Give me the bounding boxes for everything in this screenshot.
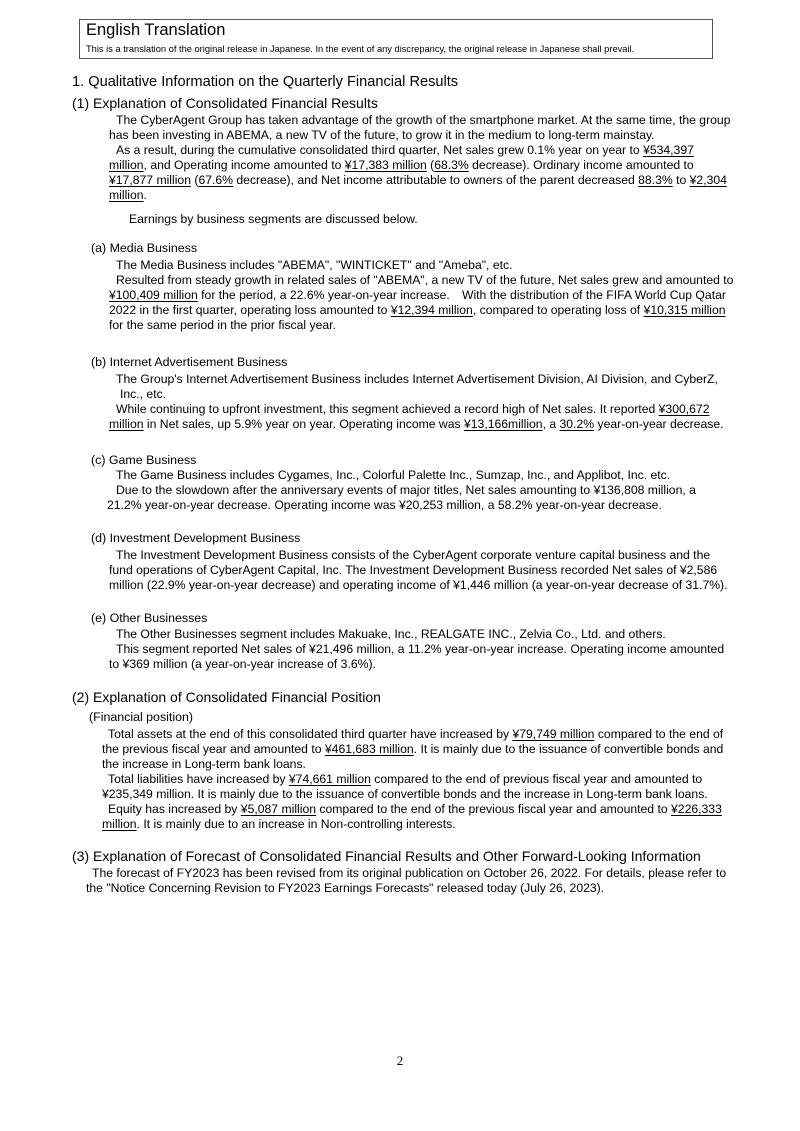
translation-notice-box <box>79 19 713 59</box>
para-line: million (22.9% year-on-year decrease) and operating income of ¥1,446 million (a year-on-year decrease of 31.7%). <box>109 578 728 592</box>
segment-heading-internet-ad: (b) Internet Advertisement Business <box>91 355 288 369</box>
para-line: to ¥369 million (a year-on-year increase of 3.6%). <box>109 657 376 671</box>
para-line: 2022 in the first quarter, operating loss amounted to ¥12,394 million, compared to operating loss of ¥10,315 million <box>109 303 726 317</box>
para-line: ¥235,349 million. It is mainly due to the issuance of convertible bonds and the increase in Long-term bank loans. <box>102 787 708 801</box>
operating-income-value: ¥17,383 million <box>344 158 427 172</box>
para-line: While continuing to upfront investment, this segment achieved a record high of Net sales. It reported ¥300,672 <box>116 402 710 416</box>
page-number: 2 <box>396 1053 404 1068</box>
para-line: This segment reported Net sales of ¥21,496 million, a 11.2% year-on-year increase. Operating income amounted <box>116 642 725 656</box>
para-line: for the same period in the prior fiscal year. <box>109 318 336 332</box>
para-line: The Other Businesses segment includes Makuake, Inc., REALGATE INC., Zelvia Co., Ltd. and others. <box>116 627 666 641</box>
subsection-heading-1: (1) Explanation of Consolidated Financial Results <box>72 95 378 111</box>
para-line: The CyberAgent Group has taken advantage of the growth of the smartphone market. At the same time, the group <box>116 113 731 127</box>
para-line: the "Notice Concerning Revision to FY2023 Earnings Forecasts" released today (July 26, 2023). <box>86 881 605 895</box>
segment-heading-investment: (d) Investment Development Business <box>91 531 301 545</box>
notice-title: English Translation <box>86 21 226 39</box>
para-line: ¥100,409 million for the period, a 22.6% year-on-year increase. With the distribution of the FIFA World Cup Qatar <box>109 288 726 302</box>
ordinary-income-value: ¥17,877 million <box>109 173 191 187</box>
financial-position-label: (Financial position) <box>89 710 193 724</box>
segments-intro: Earnings by business segments are discussed below. <box>129 212 418 226</box>
subsection-heading-3: (3) Explanation of Forecast of Consolidated Financial Results and Other Forward-Looking Information <box>72 848 701 864</box>
para-line: million. It is mainly due to an increase in Non-controlling interests. <box>102 817 456 831</box>
net-income-value: ¥2,304 <box>689 173 727 187</box>
para-line: Total assets at the end of this consolidated third quarter have increased by ¥79,749 million compared to the end of <box>108 727 724 741</box>
para-line: The forecast of FY2023 has been revised from its original publication on October 26, 2022. For details, please refer to <box>92 866 727 880</box>
segment-heading-other: (e) Other Businesses <box>91 611 208 625</box>
segment-heading-media: (a) Media Business <box>91 241 198 255</box>
para-line: As a result, during the cumulative consolidated third quarter, Net sales grew 0.1% year on year to ¥534,397 <box>116 143 694 157</box>
para-line: million, and Operating income amounted to ¥17,383 million (68.3% decrease). Ordinary income amounted to <box>109 158 694 172</box>
para-line: fund operations of CyberAgent Capital, Inc. The Investment Development Business recorded Net sales of ¥2,586 <box>109 563 718 577</box>
para-line: 21.2% year-on-year decrease. Operating income was ¥20,253 million, a 58.2% year-on-year decrease. <box>107 498 662 512</box>
para-line: Due to the slowdown after the anniversary events of major titles, Net sales amounting to ¥136,808 million, a <box>116 483 696 497</box>
para-line: the increase in Long-term bank loans. <box>102 757 306 771</box>
para-line: The Game Business includes Cygames, Inc., Colorful Palette Inc., Sumzap, Inc., and Applibot, Inc. etc. <box>116 468 671 482</box>
segment-heading-game: (c) Game Business <box>91 453 197 467</box>
para-line: million in Net sales, up 5.9% year on year. Operating income was ¥13,166million, a 30.2% year-on-year decrease. <box>109 417 724 431</box>
section-heading: 1. Qualitative Information on the Quarterly Financial Results <box>72 74 459 90</box>
para-line: million. <box>109 188 147 202</box>
para-line: The Group's Internet Advertisement Business includes Internet Advertisement Division, AI Division, and CyberZ, <box>116 372 718 386</box>
para-line: Inc., etc. <box>120 387 167 401</box>
notice-text: This is a translation of the original release in Japanese. In the event of any discrepancy, the original release in Japanese shall prevail. <box>86 44 635 54</box>
para-line: The Media Business includes "ABEMA", "WINTICKET" and "Ameba", etc. <box>116 258 513 272</box>
para-line: Total liabilities have increased by ¥74,661 million compared to the end of previous fiscal year and amounted to <box>108 772 703 786</box>
para-line: the previous fiscal year and amounted to ¥461,683 million. It is mainly due to the issuance of convertible bonds and <box>102 742 724 756</box>
para-line: The Investment Development Business consists of the CyberAgent corporate venture capital business and the <box>116 548 711 562</box>
para-line: has been investing in ABEMA, a new TV of the future, to grow it in the medium to long-term mainstay. <box>109 128 655 142</box>
para-line: ¥17,877 million (67.6% decrease), and Net income attributable to owners of the parent decreased 88.3% to ¥2,304 <box>109 173 727 187</box>
para-line: Resulted from steady growth in related sales of "ABEMA", a new TV of the future, Net sales grew and amounted to <box>116 273 734 287</box>
subsection-heading-2: (2) Explanation of Consolidated Financial Position <box>72 689 381 705</box>
net-sales-value: ¥534,397 <box>643 143 694 157</box>
para-line: Equity has increased by ¥5,087 million compared to the end of the previous fiscal year and amounted to ¥226,333 <box>108 802 722 816</box>
